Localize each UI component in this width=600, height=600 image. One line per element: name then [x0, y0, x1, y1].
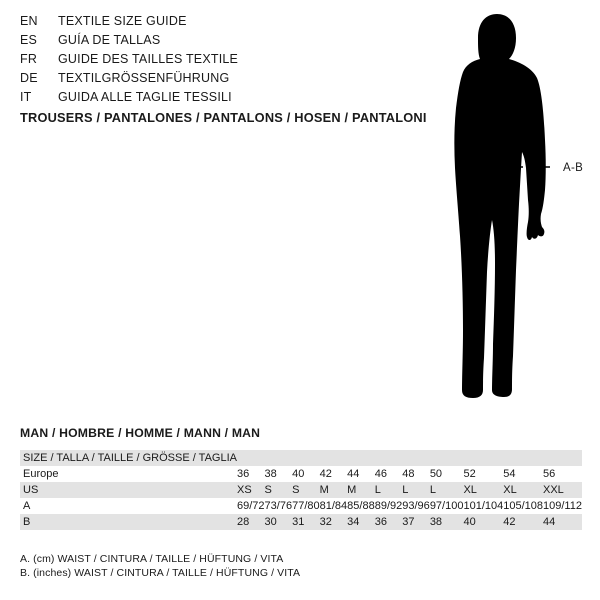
row-label: US: [20, 482, 237, 498]
language-row: [20, 33, 360, 52]
cell: 54: [503, 468, 516, 480]
cell: M: [347, 482, 375, 498]
language-text: GUÍA DE TALLAS: [58, 33, 161, 47]
table-title: MAN / HOMBRE / HOMME / MANN / MAN: [20, 426, 261, 440]
cell: 40: [463, 514, 503, 530]
body-figure: [400, 8, 600, 408]
cell: 44: [347, 468, 360, 480]
language-row: [20, 71, 360, 90]
language-text: TEXTILGRÖSSENFÜHRUNG: [58, 71, 230, 85]
language-text: TEXTILE SIZE GUIDE: [58, 14, 187, 28]
cell: 44: [543, 514, 582, 530]
table-row: [20, 450, 582, 466]
cell: 52: [463, 468, 476, 480]
cell: XS: [237, 482, 265, 498]
cell: 34: [347, 514, 375, 530]
cell: 109/112: [543, 500, 582, 512]
footnote-a: A. (cm) WAIST / CINTURA / TAILLE / HÜFTUNG / VITA: [20, 553, 284, 565]
language-text: GUIDA ALLE TAGLIE TESSILI: [58, 90, 232, 104]
cell: 46: [374, 468, 387, 480]
cell: 69/72: [236, 500, 265, 512]
cell: L: [375, 482, 403, 498]
cell: 30: [265, 514, 293, 530]
table-row: [20, 482, 582, 498]
language-row: [20, 52, 360, 71]
table-row: [20, 514, 582, 530]
language-code: FR: [20, 52, 38, 66]
language-row: [20, 90, 360, 109]
footnote-b: B. (inches) WAIST / CINTURA / TAILLE / HÜFTUNG / VITA: [20, 567, 301, 579]
cell: [402, 450, 430, 466]
cell: [430, 450, 464, 466]
cell: 56: [543, 468, 556, 480]
cell: [375, 450, 403, 466]
cell: [347, 450, 375, 466]
cell: [237, 450, 265, 466]
row-label: B: [20, 514, 237, 530]
cell: 77/80: [292, 500, 320, 512]
cell: [503, 450, 543, 466]
cell: 38: [430, 514, 464, 530]
cell: [265, 450, 293, 466]
cell: [292, 450, 320, 466]
table-row: [20, 498, 582, 514]
cell: 42: [503, 514, 543, 530]
row-label: A: [23, 500, 31, 512]
cell: L: [430, 482, 464, 498]
cell: S: [265, 482, 293, 498]
footnotes: [20, 552, 300, 580]
size-table: [20, 450, 582, 530]
male-silhouette-icon: [400, 8, 600, 408]
measurement-label-a-b: A-B: [563, 162, 584, 174]
cell: 73/76: [264, 500, 293, 512]
cell: 37: [402, 514, 430, 530]
cell: 36: [375, 514, 403, 530]
cell: 81/84: [319, 500, 348, 512]
language-code: DE: [20, 71, 38, 85]
language-row: [20, 14, 360, 33]
cell: 36: [236, 468, 250, 480]
cell: 28: [237, 514, 265, 530]
cell: 93/96: [402, 500, 430, 512]
cell: 85/88: [347, 500, 375, 512]
cell: 89/92: [374, 500, 403, 512]
cell: [320, 450, 348, 466]
cell: XL: [503, 482, 543, 498]
language-code: IT: [20, 90, 32, 104]
cell: 48: [402, 468, 415, 480]
cell: 50: [429, 468, 443, 480]
row-label: SIZE / TALLA / TAILLE / GRÖSSE / TAGLIA: [20, 450, 237, 466]
cell: 42: [319, 468, 332, 480]
cell: 32: [320, 514, 348, 530]
cell: S: [292, 482, 320, 498]
row-label: Europe: [23, 468, 59, 480]
cell: XL: [463, 482, 503, 498]
cell: 105/108: [503, 500, 543, 512]
language-text: GUIDE DES TAILLES TEXTILE: [58, 52, 239, 66]
cell: [463, 450, 503, 466]
cell: 101/104: [463, 500, 504, 512]
cell: XXL: [543, 482, 582, 498]
cell: [543, 450, 582, 466]
cell: 97/100: [429, 500, 464, 512]
language-code: ES: [20, 33, 38, 47]
cell: 31: [292, 514, 320, 530]
cell: L: [402, 482, 430, 498]
cell: 40: [292, 468, 305, 480]
language-list: [20, 14, 360, 109]
cell: M: [320, 482, 348, 498]
table-row: [20, 466, 582, 482]
cell: 38: [264, 468, 277, 480]
language-code: EN: [20, 14, 38, 28]
garment-title: TROUSERS / PANTALONES / PANTALONS / HOSEN / PANTALONI: [20, 110, 427, 125]
